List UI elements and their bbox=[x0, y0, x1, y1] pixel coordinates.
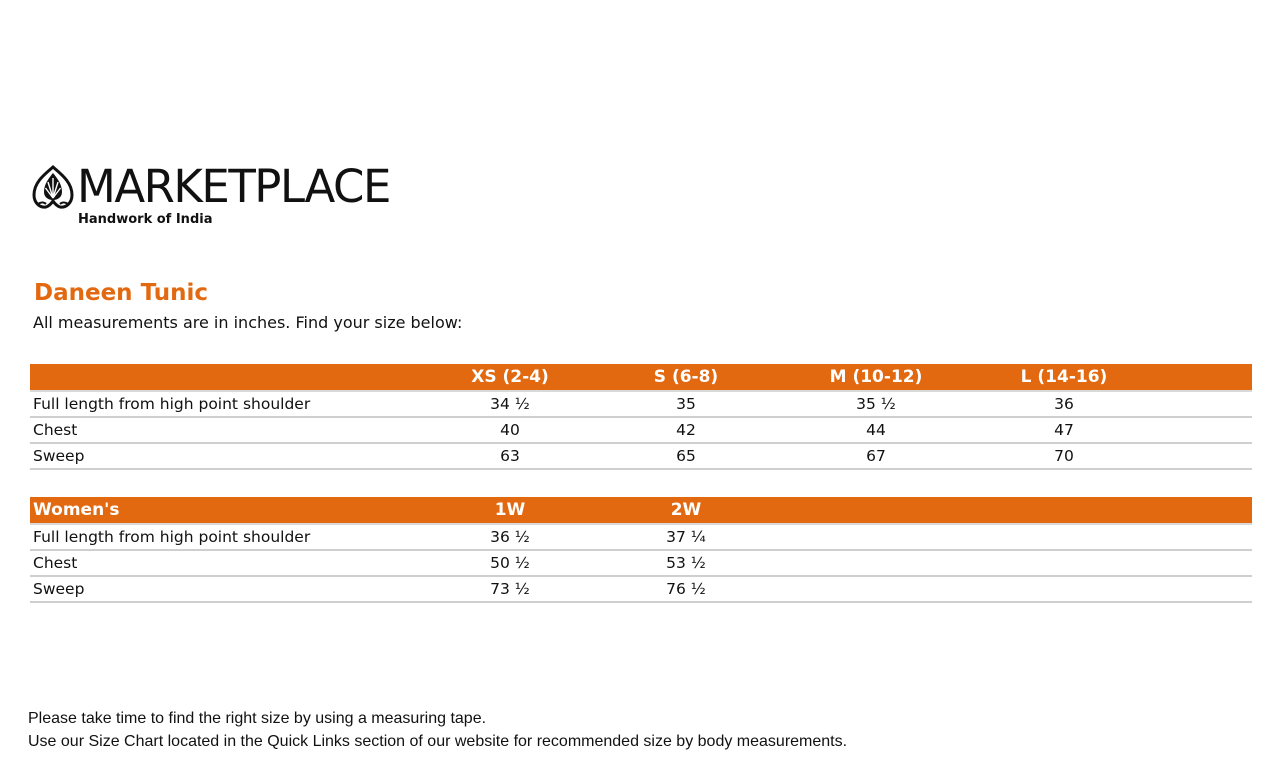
header-cell: XS (2-4) bbox=[471, 367, 549, 387]
table-cell: 73 ½ bbox=[490, 580, 530, 598]
row-label: Full length from high point shoulder bbox=[33, 528, 311, 546]
table-cell: 35 ½ bbox=[856, 395, 896, 413]
table-cell: 36 bbox=[1054, 395, 1074, 413]
leaf-emblem-icon bbox=[30, 164, 76, 210]
table-row bbox=[30, 418, 1252, 444]
table-cell: 40 bbox=[500, 421, 520, 439]
table-cell: 37 ¼ bbox=[666, 528, 706, 546]
header-cell: L (14-16) bbox=[1020, 367, 1108, 387]
header-cell: M (10-12) bbox=[829, 367, 923, 387]
table-cell: 76 ½ bbox=[666, 580, 706, 598]
row-label: Chest bbox=[33, 554, 78, 572]
brand-name: MARKETPLACE bbox=[77, 160, 390, 213]
header-cell: 1W bbox=[494, 500, 526, 520]
size-chart-note: Use our Size Chart located in the Quick Links section of our website for recommended size by body measurements. bbox=[28, 733, 848, 750]
table-cell: 47 bbox=[1054, 421, 1074, 439]
header-cell: Women's bbox=[33, 500, 120, 520]
table-cell: 42 bbox=[676, 421, 696, 439]
table-cell: 65 bbox=[676, 447, 696, 465]
table-header bbox=[30, 364, 1252, 392]
row-label: Sweep bbox=[33, 447, 85, 465]
brand-logo bbox=[30, 160, 410, 230]
table-cell: 36 ½ bbox=[490, 528, 530, 546]
table-cell: 35 bbox=[676, 395, 696, 413]
table-row bbox=[30, 525, 1252, 551]
table-cell: 44 bbox=[866, 421, 886, 439]
table-cell: 50 ½ bbox=[490, 554, 530, 572]
brand-tagline: Handwork of India bbox=[78, 212, 213, 227]
measurement-instructions: All measurements are in inches. Find your size below: bbox=[33, 313, 463, 332]
table-row bbox=[30, 392, 1252, 418]
table-cell: 34 ½ bbox=[490, 395, 530, 413]
table-cell: 70 bbox=[1054, 447, 1074, 465]
table-cell: 67 bbox=[866, 447, 886, 465]
header-cell: 2W bbox=[670, 500, 702, 520]
row-label: Sweep bbox=[33, 580, 85, 598]
table-cell: 53 ½ bbox=[666, 554, 706, 572]
table-cell: 63 bbox=[500, 447, 520, 465]
table-row bbox=[30, 444, 1252, 470]
row-label: Chest bbox=[33, 421, 78, 439]
header-cell: S (6-8) bbox=[653, 367, 719, 387]
row-label: Full length from high point shoulder bbox=[33, 395, 311, 413]
table-row bbox=[30, 551, 1252, 577]
table-row bbox=[30, 577, 1252, 603]
womens-size-table bbox=[30, 497, 1252, 603]
standard-size-table bbox=[30, 364, 1252, 470]
measuring-tip: Please take time to find the right size by using a measuring tape. bbox=[28, 710, 487, 727]
table-header bbox=[30, 497, 1252, 525]
product-title: Daneen Tunic bbox=[34, 280, 208, 306]
